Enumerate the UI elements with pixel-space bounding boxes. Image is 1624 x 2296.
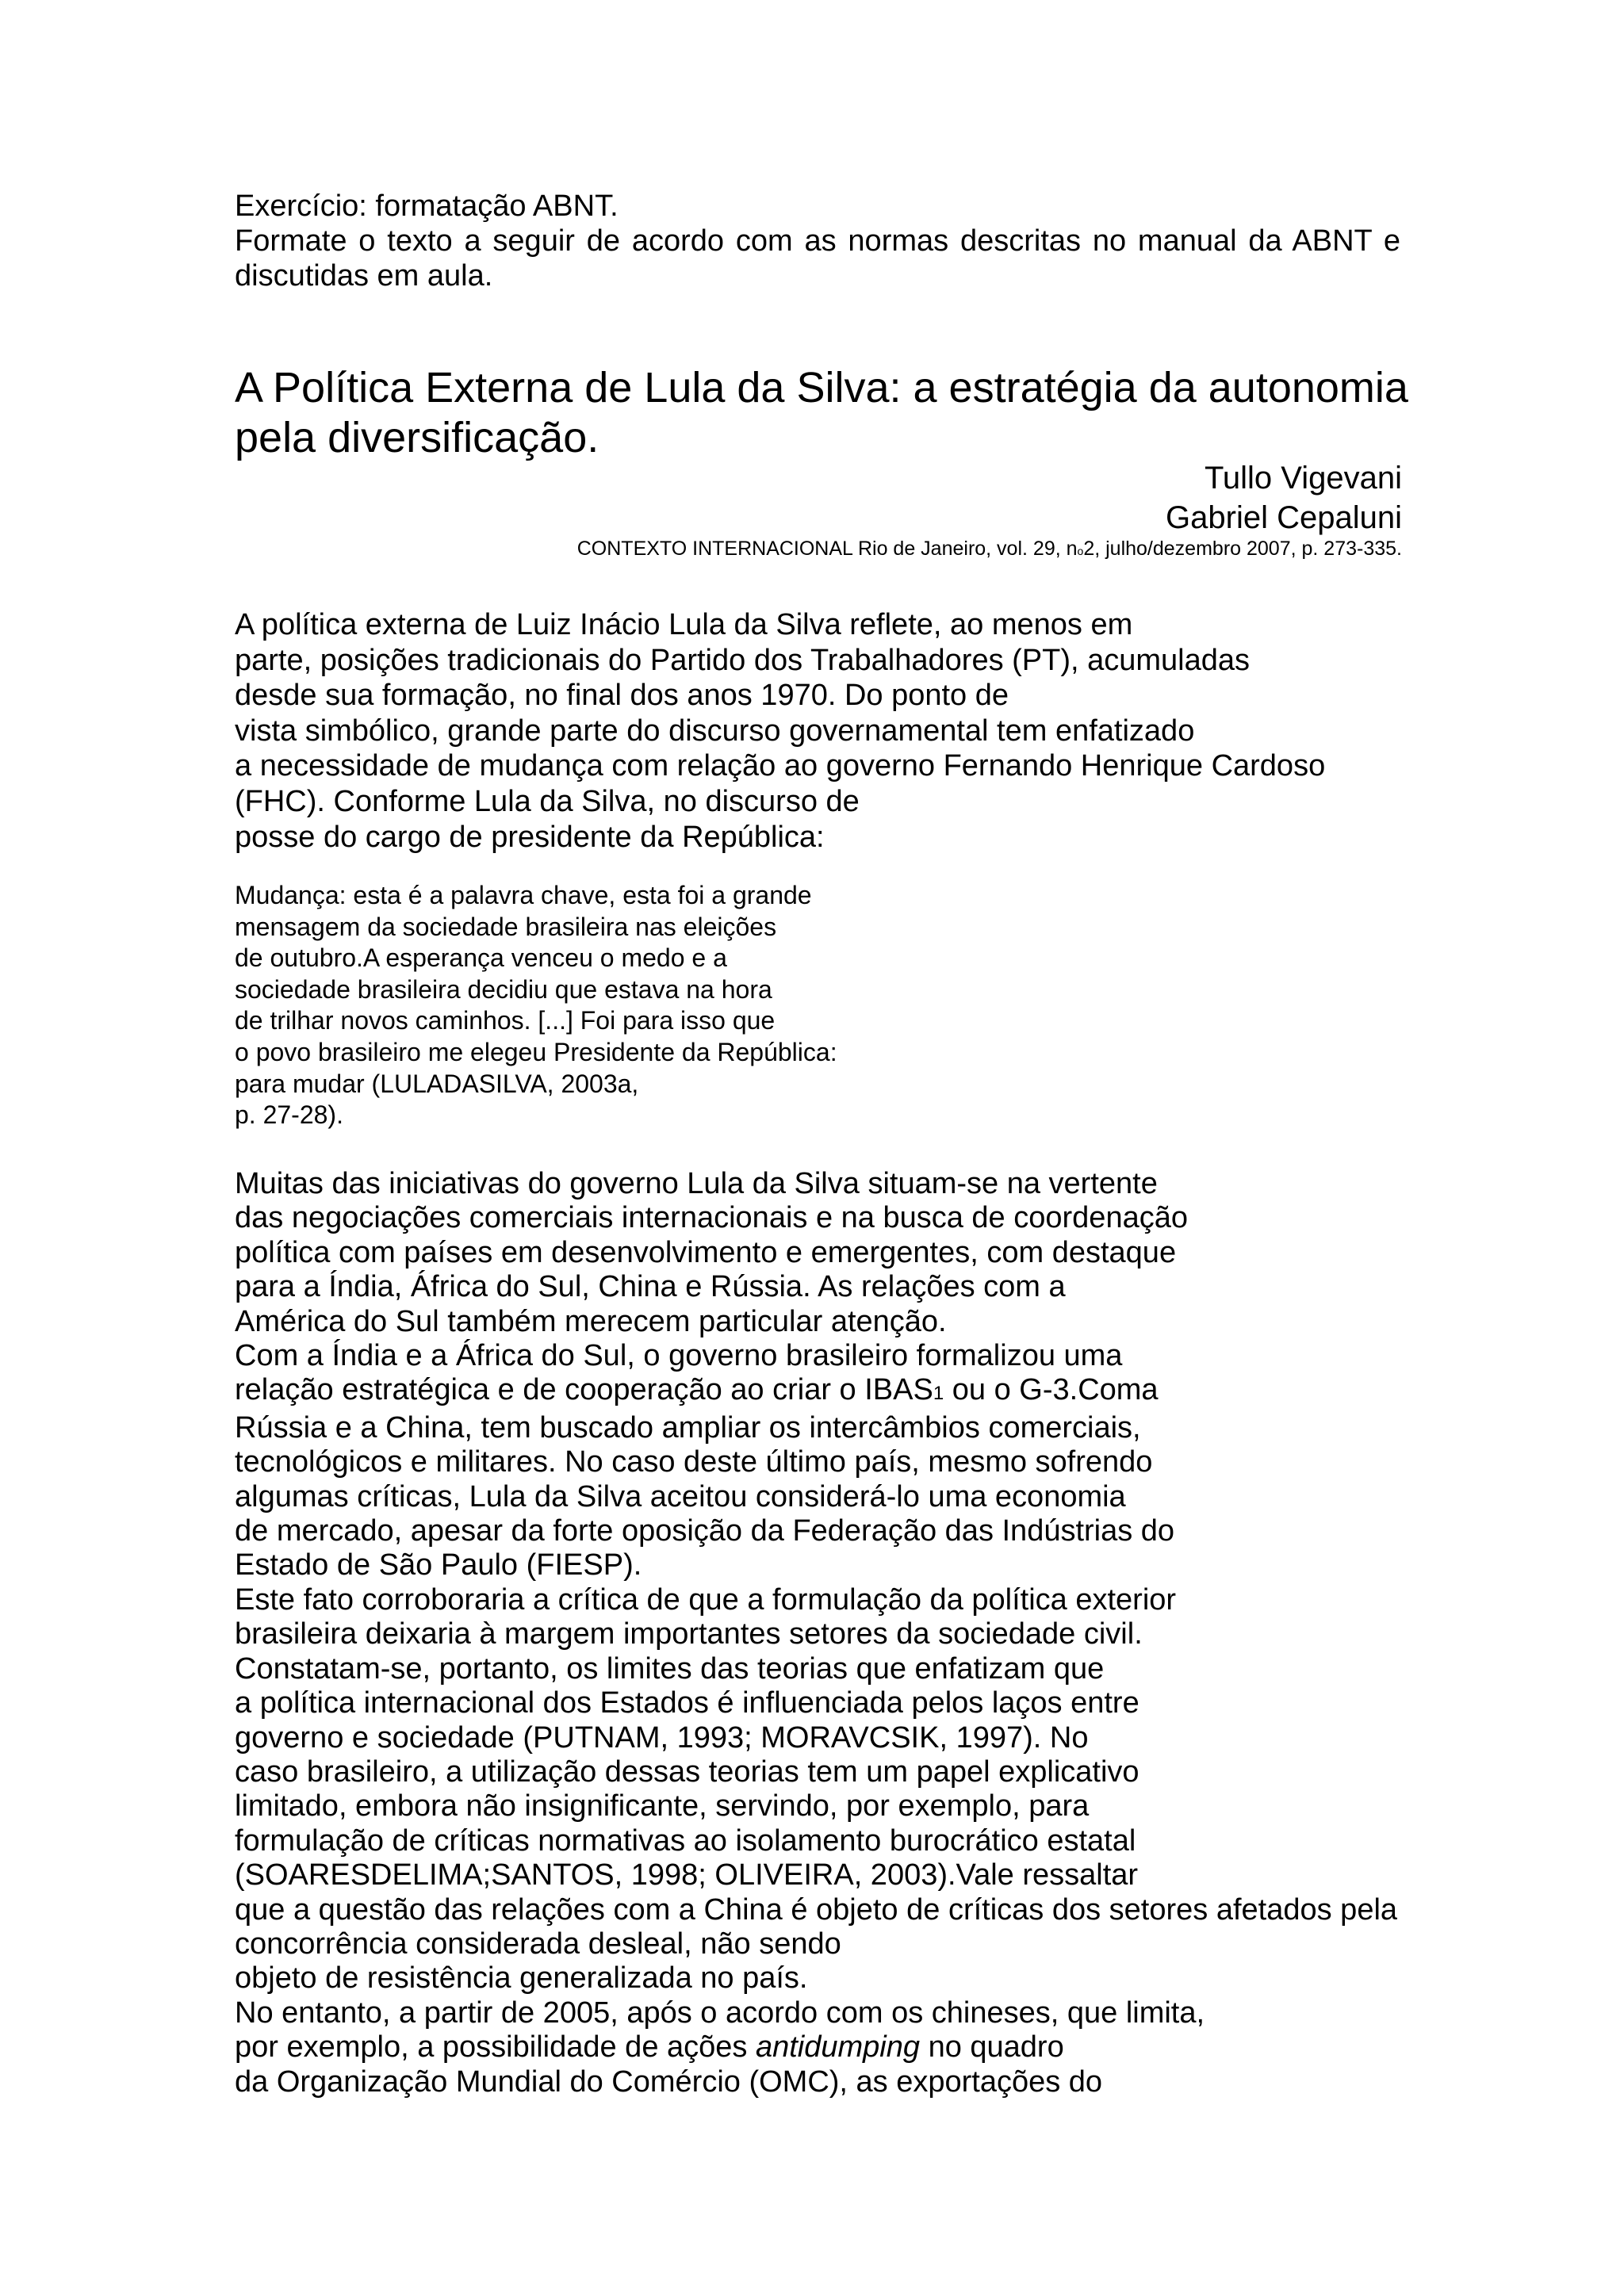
paragraph-line: vista simbólico, grande parte do discurso governamental tem enfatizado: [235, 714, 1195, 748]
quote-line: o povo brasileiro me elegeu Presidente da República:: [235, 1037, 837, 1066]
exercise-instructions: [235, 189, 1400, 293]
block-quote: [235, 880, 837, 1131]
line-text: ou o G-3.Coma: [944, 1373, 1159, 1407]
paragraph-line: posse do cargo de presidente da República:: [235, 820, 825, 854]
paragraph-line: da Organização Mundial do Comércio (OMC), as exportações do: [235, 2064, 1103, 2099]
paragraph-line: A política externa de Luiz Inácio Lula da Silva reflete, ao menos em: [235, 608, 1133, 641]
paragraph-line: América do Sul também merecem particular atenção.: [235, 1304, 947, 1338]
article-authors: [235, 458, 1402, 538]
paragraph-line: brasileira deixaria à margem importantes setores da sociedade civil.: [235, 1617, 1143, 1651]
article-title-line: A Política Externa de Lula da Silva: a estratégia da autonomia: [235, 364, 1408, 411]
exercise-text-line: Formate o texto a seguir de acordo com as normas descritas no manual da ABNT e: [235, 224, 1400, 258]
paragraph-line: que a questão das relações com a China é objeto de críticas dos setores afetados pela: [235, 1892, 1398, 1927]
paragraph-line: formulação de críticas normativas ao isolamento burocrático estatal: [235, 1823, 1136, 1858]
source-text: CONTEXTO INTERNACIONAL Rio de Janeiro, vol. 29, n: [576, 538, 1078, 560]
exercise-heading: Exercício: formatação ABNT.: [235, 189, 619, 223]
paragraph-line: desde sua formação, no final dos anos 1970. Do ponto de: [235, 679, 1009, 713]
paragraph-line: (SOARESDELIMA;SANTOS, 1998; OLIVEIRA, 2003).Vale ressaltar: [235, 1858, 1139, 1892]
paragraph-line: tecnológicos e militares. No caso deste último país, mesmo sofrendo: [235, 1445, 1153, 1479]
quote-line: sociedade brasileira decidiu que estava na hora: [235, 974, 772, 1004]
body-paragraph: [235, 607, 1325, 855]
line-text: por exemplo, a possibilidade de ações: [235, 2030, 756, 2064]
paragraph-line: (FHC). Conforme Lula da Silva, no discurso de: [235, 784, 860, 818]
line-text: no quadro: [920, 2030, 1064, 2064]
paragraph-line: Constatam-se, portanto, os limites das teorias que enfatizam que: [235, 1651, 1105, 1686]
paragraph-line: algumas críticas, Lula da Silva aceitou considerá-lo uma economia: [235, 1479, 1126, 1513]
exercise-text-line: discutidas em aula.: [235, 259, 493, 293]
author-name: Tullo Vigevani: [1204, 461, 1402, 496]
line-text: relação estratégica e de cooperação ao criar o IBAS: [235, 1373, 933, 1407]
quote-line: de outubro.A esperança venceu o medo e a: [235, 943, 727, 973]
paragraph-line: para a Índia, África do Sul, China e Rússia. As relações com a: [235, 1270, 1066, 1304]
paragraph-line: No entanto, a partir de 2005, após o acordo com os chineses, que limita,: [235, 1996, 1205, 2030]
paragraph-line: a necessidade de mudança com relação ao governo Fernando Henrique Cardoso: [235, 749, 1326, 783]
quote-line: para mudar (LULADASILVA, 2003a,: [235, 1069, 639, 1098]
paragraph-line: caso brasileiro, a utilização dessas teorias tem um papel explicativo: [235, 1755, 1139, 1789]
paragraph-line: [235, 1373, 1397, 1410]
source-text: 2, julho/dezembro 2007, p. 273-335.: [1083, 538, 1402, 560]
emphasized-term: antidumping: [755, 2030, 921, 2064]
source-number-sign: o: [1077, 545, 1084, 557]
paragraph-line: Rússia e a China, tem buscado ampliar os intercâmbios comerciais,: [235, 1410, 1141, 1445]
paragraph-line: política com países em desenvolvimento e emergentes, com destaque: [235, 1235, 1177, 1269]
article-title-line: pela diversificação.: [235, 414, 599, 461]
paragraph-line: concorrência considerada desleal, não sendo: [235, 1927, 841, 1961]
paragraph-line: Muitas das iniciativas do governo Lula da Silva situam-se na vertente: [235, 1167, 1158, 1200]
article-source: [235, 537, 1402, 563]
paragraph-line: parte, posições tradicionais do Partido dos Trabalhadores (PT), acumuladas: [235, 643, 1251, 677]
paragraph-line: Com a Índia e a África do Sul, o governo brasileiro formalizou uma: [235, 1339, 1123, 1373]
paragraph-line: a política internacional dos Estados é influenciada pelos laços entre: [235, 1686, 1139, 1720]
paragraph-line: das negociações comerciais internacionais e na busca de coordenação: [235, 1201, 1188, 1235]
quote-line: mensagem da sociedade brasileira nas eleições: [235, 912, 777, 941]
paragraph-line: Este fato corroboraria a crítica de que a formulação da política exterior: [235, 1582, 1177, 1617]
paragraph-line: [235, 2030, 1397, 2064]
quote-line: de trilhar novos caminhos. [...] Foi para isso que: [235, 1006, 776, 1035]
paragraph-line: de mercado, apesar da forte oposição da Federação das Indústrias do: [235, 1514, 1175, 1548]
footnote-marker: 1: [933, 1383, 944, 1405]
paragraph-line: objeto de resistência generalizada no país.: [235, 1961, 808, 1996]
quote-line: Mudança: esta é a palavra chave, esta foi a grande: [235, 881, 812, 909]
paragraph-line: limitado, embora não insignificante, servindo, por exemplo, para: [235, 1789, 1090, 1823]
article-title: [235, 363, 1424, 463]
body-paragraph: [235, 1167, 1397, 2099]
quote-line: p. 27-28).: [235, 1100, 343, 1130]
paragraph-line: Estado de São Paulo (FIESP).: [235, 1548, 642, 1582]
author-name: Gabriel Cepaluni: [1166, 500, 1402, 535]
paragraph-line: governo e sociedade (PUTNAM, 1993; MORAVCSIK, 1997). No: [235, 1720, 1089, 1755]
